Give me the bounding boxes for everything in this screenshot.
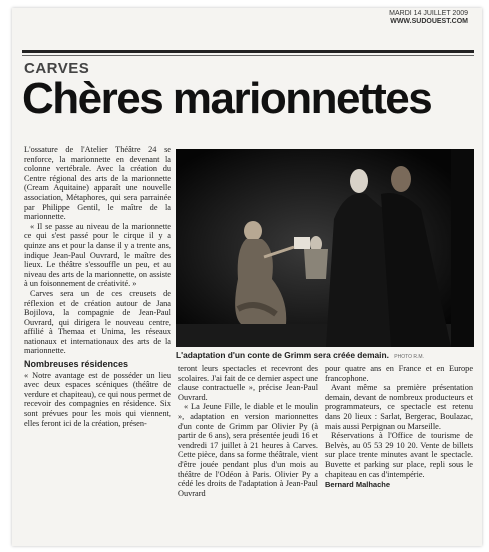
site-url: WWW.SUDOUEST.COM: [390, 18, 468, 25]
header-rule-thin: [22, 55, 474, 56]
puppet-photo: [176, 149, 474, 347]
article-column-2: [178, 364, 318, 498]
article-column-1: [24, 145, 171, 428]
paragraph: Avant même sa première présentation demain, devant de nombreux producteurs et programmateurs, ce spectacle est retenu dans 20 lieux : Sarlat, Bergerac, Boulazac, mais aussi Perpignan ou Marseille.: [325, 383, 473, 431]
paragraph: L'ossature de l'Atelier Théâtre 24 se renforce, la marionnette en devenant la colonne vertébrale. Avec la création du Centre régional des arts de la marionnette (Cream Aquitaine) apparaît une nouvelle association, Métaphores, qui sera parrainée par Philippe Gentil, le maître de la marionnette.: [24, 145, 171, 222]
photo-credit: PHOTO R.M.: [394, 354, 424, 360]
article-column-3: [325, 364, 473, 490]
paragraph: « Il se passe au niveau de la marionnette ce qui s'est passé pour le cirque il y a quinze ans et pour la danse il y a trente ans, indique Jean-Paul Ouvrard, le maître des lieux. Le théâtre s'essouffle un peu, et au niveau des arts de la marionnette, on assiste à un foisonnement de créativité. »: [24, 221, 171, 289]
issue-date: [389, 10, 468, 26]
issue-date-text: MARDI 14 JUILLET 2009: [389, 10, 468, 17]
newspaper-clipping: [12, 8, 482, 546]
puppet-scene-illustration: [176, 149, 474, 347]
header-rule: [22, 50, 474, 53]
caption-text: L'adaptation d'un conte de Grimm sera créée demain.: [176, 350, 389, 360]
paragraph: « Notre avantage est de posséder un lieu avec deux espaces scéniques (théâtre de verdure et chapiteau), ce qui nous permet de recevoir des compagnies en résidence. Six sont prévues pour les mois qui viennent, elles feront ici de la création, présen-: [24, 370, 171, 428]
section-kicker: CARVES: [24, 60, 90, 77]
paragraph: teront leurs spectacles et recevront des scolaires. J'ai fait de ce dernier aspect une clause contractuelle », précise Jean-Paul Ouvrard.: [178, 364, 318, 402]
subheading: Nombreuses résidences: [24, 359, 129, 370]
paragraph: pour quatre ans en France et en Europe francophone.: [325, 364, 473, 383]
paragraph: Carves sera un de ces creusets de réflexion et de création autour de Jana Bojilova, la compagnie de Jean-Paul Ouvrard, qui dirigera le nouveau centre, affilié à Themaa et Unima, les réseaux nationaux et internationaux des arts de la marionnette.: [24, 288, 171, 356]
paragraph: Réservations à l'Office de tourisme de Belvès, au 05 53 29 10 20. Vente de billets sur place trente minutes avant le spectacle. Buvette et parking sur place, repli sous le chapiteau en cas d'intempérie.: [325, 431, 473, 479]
photo-caption: [176, 350, 476, 360]
paragraph: « La Jeune Fille, le diable et le moulin », adaptation en version marionnettes d'un conte de Grimm par Olivier Py (à partir de 6 ans), sera présentée jeudi 16 et vendredi 17 juillet à 21 heures à Carves. Cette pièce, dans sa forme théâtrale, vient d'être jouée pendant plus d'un mois au théâtre de l'Odéon à Paris. Olivier Py a cédé les droits de l'adaptation à Jean-Paul Ouvrard: [178, 402, 318, 498]
article-headline: Chères marionnettes: [22, 74, 432, 123]
byline: Bernard Malhache: [325, 480, 391, 490]
